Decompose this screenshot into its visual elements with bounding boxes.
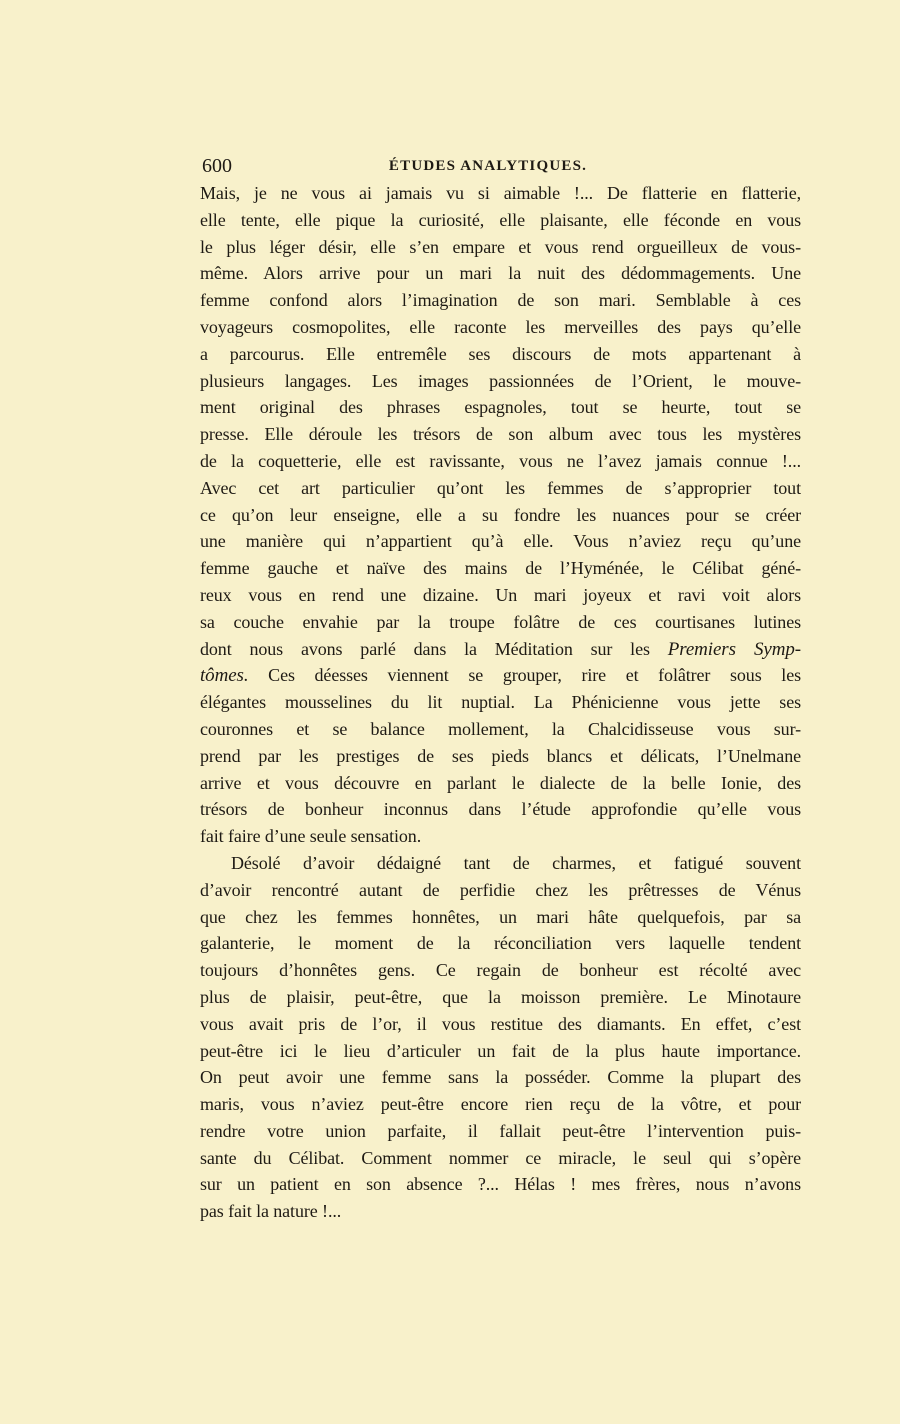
- line-text: sa couche envahie par la troupe folâtre de ces courtisanes lutines: [200, 611, 801, 632]
- text-line: [200, 287, 801, 314]
- text-line: [200, 582, 801, 609]
- line-text: fait faire d’une seule sensation.: [200, 826, 422, 847]
- text-line: [200, 796, 801, 823]
- text-line: [200, 394, 801, 421]
- line-text: d’avoir rencontré autant de perfidie chez les prêtresses de Vénus: [200, 879, 801, 900]
- text-line: [200, 957, 801, 984]
- text-line: [200, 314, 801, 341]
- line-text: vous avait pris de l’or, il vous restitue des diamants. En effet, c’est: [200, 1013, 801, 1034]
- text-line: [200, 609, 801, 636]
- text-line: [200, 770, 801, 797]
- text-line: [200, 1171, 801, 1198]
- text-line: [200, 475, 801, 502]
- line-text: On peut avoir une femme sans la posséder. Comme la plupart des: [200, 1067, 801, 1088]
- text-line: [200, 984, 801, 1011]
- text-line: [200, 1145, 801, 1172]
- text-line: [200, 1064, 801, 1091]
- line-text: trésors de bonheur inconnus dans l’étude approfondie qu’elle vous: [200, 799, 801, 820]
- text-line: [200, 636, 801, 663]
- italic-title-text: Premiers Symp-: [667, 638, 801, 660]
- line-text: pas fait la nature !...: [200, 1201, 342, 1222]
- text-line: [200, 234, 801, 261]
- line-text: Mais, je ne vous ai jamais vu si aimable !... De flatterie en flatterie,: [200, 183, 801, 203]
- line-text: peut-être ici le lieu d’articuler un fait de la plus haute importance.: [200, 1040, 801, 1061]
- text-line: [200, 930, 801, 957]
- line-text: de la coquetterie, elle est ravissante, vous ne l’avez jamais connue !...: [200, 450, 801, 471]
- line-text: même. Alors arrive pour un mari la nuit des dédommagements. Une: [200, 263, 801, 284]
- line-text: sante du Célibat. Comment nommer ce miracle, le seul qui s’opère: [200, 1147, 801, 1168]
- line-text: ce qu’on leur enseigne, elle a su fondre les nuances pour se créer: [200, 504, 801, 525]
- line-text: toujours d’honnêtes gens. Ce regain de bonheur est récolté avec: [200, 960, 801, 981]
- line-text: a parcourus. Elle entremêle ses discours de mots appartenant à: [200, 343, 801, 364]
- line-text: plus de plaisir, peut-être, que la moisson première. Le Minotaure: [200, 986, 801, 1007]
- line-text: arrive et vous découvre en parlant le dialecte de la belle Ionie, des: [200, 772, 801, 793]
- line-text: élégantes mousselines du lit nuptial. La Phénicienne vous jette ses: [200, 692, 801, 713]
- line-text: Ces déesses viennent se grouper, rire et folâtrer sous les: [248, 665, 801, 686]
- line-text: voyageurs cosmopolites, elle raconte les merveilles des pays qu’elle: [200, 316, 801, 337]
- text-line: [200, 448, 801, 475]
- text-line: [200, 555, 801, 582]
- line-text: Avec cet art particulier qu’ont les femmes de s’approprier tout: [200, 477, 801, 498]
- line-text: que chez les femmes honnêtes, un mari hâte quelquefois, par sa: [200, 906, 801, 927]
- line-text: sur un patient en son absence ?... Hélas ! mes frères, nous n’avons: [200, 1174, 801, 1195]
- text-line: [200, 823, 801, 850]
- line-text: reux vous en rend une dizaine. Un mari joyeux et ravi voit alors: [200, 584, 801, 605]
- line-text: plusieurs langages. Les images passionnées de l’Orient, le mouve-: [200, 370, 801, 391]
- body-text: [200, 180, 801, 1225]
- running-title: ÉTUDES ANALYTIQUES.: [388, 158, 588, 174]
- text-line: [200, 1011, 801, 1038]
- text-line: [200, 180, 801, 207]
- text-line: [200, 341, 801, 368]
- text-line: [200, 502, 801, 529]
- text-line: [200, 689, 801, 716]
- text-line: [200, 1091, 801, 1118]
- text-line: [200, 260, 801, 287]
- line-text: prend par les prestiges de ses pieds blancs et délicats, l’Unelmane: [200, 745, 801, 766]
- text-line: [200, 662, 801, 689]
- text-line: [200, 368, 801, 395]
- line-text: elle tente, elle pique la curiosité, elle plaisante, elle féconde en vous: [200, 209, 801, 230]
- line-text: couronnes et se balance mollement, la Chalcidisseuse vous sur-: [200, 718, 801, 739]
- line-text: ment original des phrases espagnoles, tout se heurte, tout se: [200, 397, 801, 418]
- line-text: femme gauche et naïve des mains de l’Hyménée, le Célibat géné-: [200, 558, 801, 579]
- line-text: maris, vous n’aviez peut-être encore rien reçu de la vôtre, et pour: [200, 1094, 801, 1115]
- text-line: [200, 743, 801, 770]
- text-line: [200, 904, 801, 931]
- line-text: une manière qui n’appartient qu’à elle. Vous n’aviez reçu qu’une: [200, 531, 801, 552]
- page-number: 600: [202, 155, 232, 177]
- line-text: rendre votre union parfaite, il fallait peut-être l’intervention puis-: [200, 1120, 801, 1141]
- text-line: [200, 1038, 801, 1065]
- text-line: [200, 528, 801, 555]
- text-line: [200, 850, 801, 877]
- line-text: Désolé d’avoir dédaigné tant de charmes, et fatigué souvent: [231, 852, 801, 873]
- text-line: [200, 421, 801, 448]
- line-text: dont nous avons parlé dans la Méditation sur les: [200, 638, 668, 659]
- text-line: [200, 877, 801, 904]
- line-text: presse. Elle déroule les trésors de son album avec tous les mystères: [200, 424, 801, 445]
- text-line: [200, 1198, 801, 1225]
- text-line: [200, 1118, 801, 1145]
- line-text: galanterie, le moment de la réconciliation vers laquelle tendent: [200, 933, 801, 954]
- text-line: [200, 716, 801, 743]
- text-line: [200, 207, 801, 234]
- line-text: le plus léger désir, elle s’en empare et vous rend orgueilleux de vous-: [200, 236, 801, 257]
- line-text: femme confond alors l’imagination de son mari. Semblable à ces: [200, 290, 801, 311]
- italic-title-text: tômes.: [200, 665, 249, 687]
